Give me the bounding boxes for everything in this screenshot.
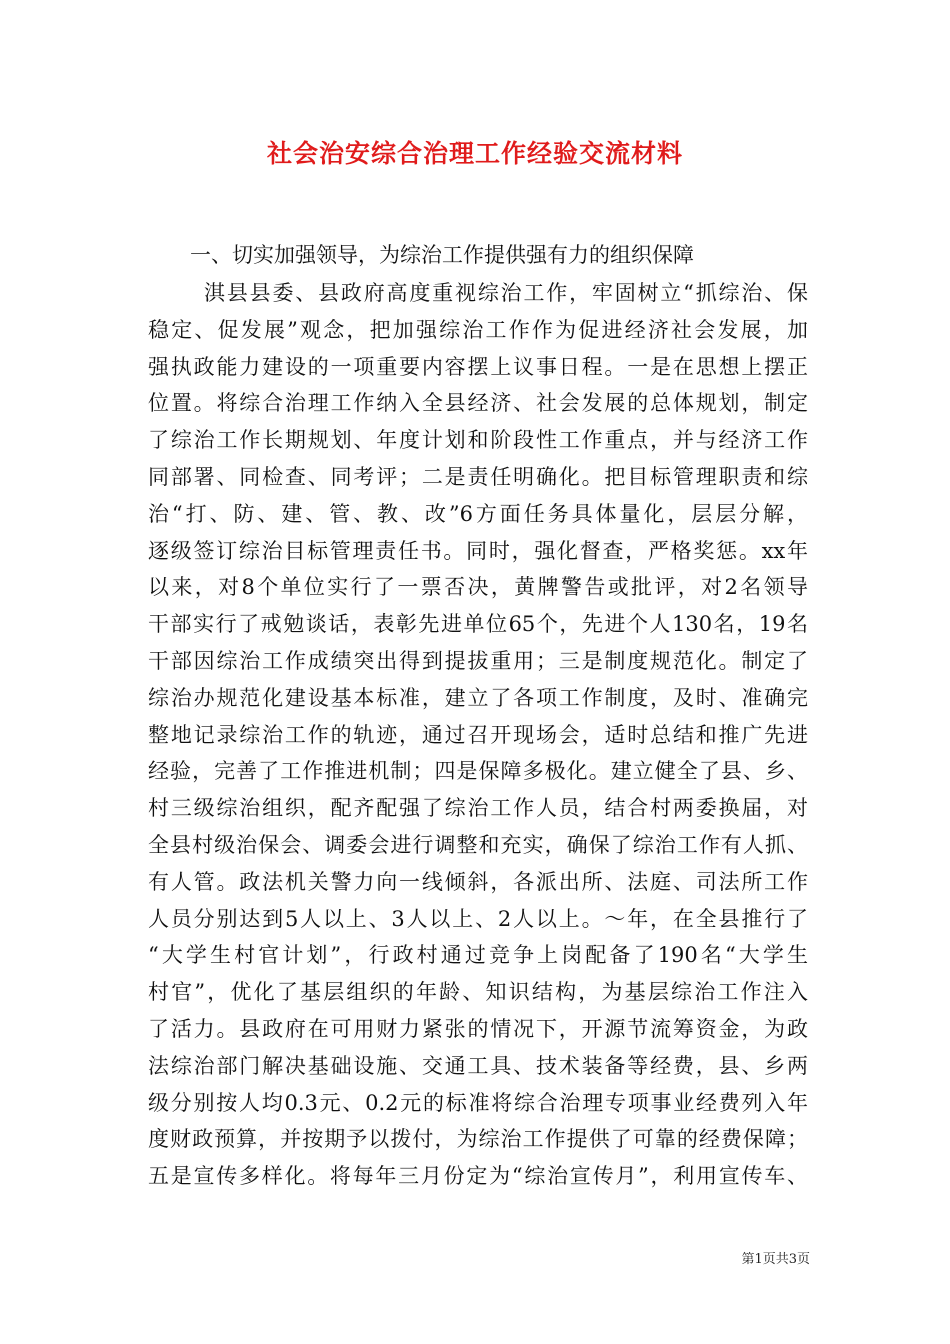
body-line: 位置。将综合治理工作纳入全县经济、社会发展的总体规划，制定 — [148, 391, 808, 416]
body-line: 经验，完善了工作推进机制；四是保障多极化。建立健全了县、乡、 — [148, 759, 808, 784]
section-heading: 一、切实加强领导，为综治工作提供强有力的组织保障 — [190, 243, 694, 267]
body-line: 逐级签订综治目标管理责任书。同时，强化督查，严格奖惩。xx年 — [148, 538, 808, 563]
body-line: 人员分别达到5人以上、3人以上、2人以上。～年，在全县推行了 — [148, 906, 808, 931]
body-line: 淇县县委、县政府高度重视综治工作，牢固树立“抓综治、保 — [204, 281, 808, 305]
body-line: 综治办规范化建设基本标准，建立了各项工作制度，及时、准确完 — [148, 685, 808, 710]
body-line: 五是宣传多样化。将每年三月份定为“综治宣传月”，利用宣传车、 — [148, 1164, 808, 1189]
body-line: 治“打、防、建、管、教、改”6方面任务具体量化，层层分解， — [148, 501, 808, 526]
body-line: 稳定、促发展”观念，把加强综治工作作为促进经济社会发展，加 — [148, 317, 808, 342]
body-line: 法综治部门解决基础设施、交通工具、技术装备等经费，县、乡两 — [148, 1053, 808, 1078]
body-line: 了活力。县政府在可用财力紧张的情况下，开源节流筹资金，为政 — [148, 1016, 808, 1041]
page-number: 第1页共3页 — [741, 1252, 810, 1267]
body-line: 干部因综治工作成绩突出得到提拔重用；三是制度规范化。制定了 — [148, 648, 808, 673]
body-line: 同部署、同检查、同考评；二是责任明确化。把目标管理职责和综 — [148, 464, 808, 489]
body-line: 全县村级治保会、调委会进行调整和充实，确保了综治工作有人抓、 — [148, 832, 808, 857]
body-line: 度财政预算，并按期予以拨付，为综治工作提供了可靠的经费保障； — [148, 1127, 808, 1152]
body-line: 村官”，优化了基层组织的年龄、知识结构，为基层综治工作注入 — [148, 980, 808, 1005]
body-line: 级分别按人均0.3元、0.2元的标准将综合治理专项事业经费列入年 — [148, 1090, 808, 1115]
body-line: 以来，对8个单位实行了一票否决，黄牌警告或批评，对2名领导 — [148, 575, 808, 600]
body-line: 干部实行了戒勉谈话，表彰先进单位65个，先进个人130名，19名 — [148, 612, 808, 637]
body-line: 有人管。政法机关警力向一线倾斜，各派出所、法庭、司法所工作 — [148, 869, 808, 894]
body-line: “大学生村官计划”，行政村通过竞争上岗配备了190名“大学生 — [148, 943, 808, 968]
body-line: 整地记录综治工作的轨迹，通过召开现场会，适时总结和推广先进 — [148, 722, 808, 747]
body-line: 强执政能力建设的一项重要内容摆上议事日程。一是在思想上摆正 — [148, 354, 808, 379]
page-title: 社会治安综合治理工作经验交流材料 — [266, 139, 683, 168]
body-line: 村三级综治组织，配齐配强了综治工作人员，结合村两委换届，对 — [148, 796, 808, 821]
body-paragraph — [148, 275, 808, 1195]
body-line: 了综治工作长期规划、年度计划和阶段性工作重点，并与经济工作 — [148, 428, 808, 453]
